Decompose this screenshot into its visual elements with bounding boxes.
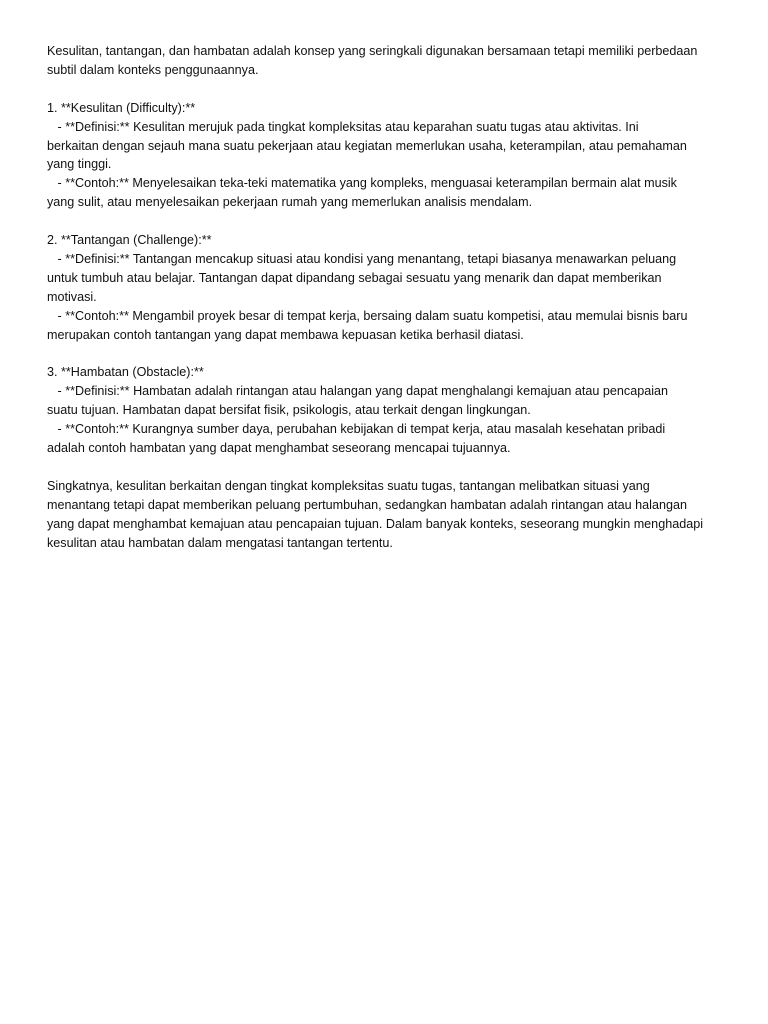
paragraph-gap bbox=[47, 458, 725, 477]
summary-line: Singkatnya, kesulitan berkaitan dengan tingkat kompleksitas suatu tugas, tantangan melibatkan situasi yang bbox=[47, 478, 650, 493]
definition-line: untuk tumbuh atau belajar. Tantangan dapat dipandang sebagai sesuatu yang menarik dan dapat memberikan bbox=[47, 270, 662, 285]
section-challenge bbox=[47, 231, 725, 344]
definition-line: berkaitan dengan sejauh mana suatu pekerjaan atau kegiatan memerlukan usaha, keterampilan, atau pemahaman bbox=[47, 138, 687, 153]
example-line: adalah contoh hambatan yang dapat menghambat seseorang mencapai tujuannya. bbox=[47, 440, 511, 455]
summary-paragraph bbox=[47, 477, 725, 553]
definition-line: - **Definisi:** Tantangan mencakup situasi atau kondisi yang menantang, tetapi biasanya menawarkan peluang bbox=[47, 251, 677, 266]
definition-line: - **Definisi:** Kesulitan merujuk pada tingkat kompleksitas atau keparahan suatu tugas atau aktivitas. Ini bbox=[47, 119, 639, 134]
summary-line: kesulitan atau hambatan dalam mengatasi tantangan tertentu. bbox=[47, 535, 393, 550]
section-heading: 3. **Hambatan (Obstacle):** bbox=[47, 365, 204, 380]
document-page bbox=[47, 42, 725, 552]
intro-line: subtil dalam konteks penggunaannya. bbox=[47, 62, 259, 77]
example-line: - **Contoh:** Menyelesaikan teka-teki matematika yang kompleks, menguasai keterampilan bermain alat musik bbox=[47, 176, 677, 191]
summary-line: menantang tetapi dapat memberikan peluang pertumbuhan, sedangkan hambatan adalah rintangan atau halangan bbox=[47, 497, 687, 512]
example-line: - **Contoh:** Kurangnya sumber daya, perubahan kebijakan di tempat kerja, atau masalah kesehatan pribadi bbox=[47, 422, 666, 437]
section-heading: 1. **Kesulitan (Difficulty):** bbox=[47, 100, 196, 115]
definition-line: yang tinggi. bbox=[47, 157, 112, 172]
paragraph-gap bbox=[47, 80, 725, 99]
example-line: - **Contoh:** Mengambil proyek besar di tempat kerja, bersaing dalam suatu kompetisi, atau memulai bisnis baru bbox=[47, 308, 688, 323]
example-line: merupakan contoh tantangan yang dapat membawa kepuasan ketika berhasil diatasi. bbox=[47, 327, 524, 342]
section-heading: 2. **Tantangan (Challenge):** bbox=[47, 233, 212, 248]
definition-line: - **Definisi:** Hambatan adalah rintangan atau halangan yang dapat menghalangi kemajuan atau pencapaian bbox=[47, 384, 669, 399]
example-line: yang sulit, atau menyelesaikan pekerjaan rumah yang memerlukan analisis mendalam. bbox=[47, 195, 533, 210]
definition-line: suatu tujuan. Hambatan dapat bersifat fisik, psikologis, atau terkait dengan lingkungan. bbox=[47, 403, 531, 418]
intro-paragraph bbox=[47, 42, 725, 80]
paragraph-gap bbox=[47, 212, 725, 231]
definition-line: motivasi. bbox=[47, 289, 97, 304]
section-obstacle bbox=[47, 363, 725, 458]
paragraph-gap bbox=[47, 344, 725, 363]
summary-line: yang dapat menghambat kemajuan atau pencapaian tujuan. Dalam banyak konteks, seseorang mungkin menghadapi bbox=[47, 516, 704, 531]
intro-line: Kesulitan, tantangan, dan hambatan adalah konsep yang seringkali digunakan bersamaan tetapi memiliki perbedaan bbox=[47, 44, 698, 58]
section-difficulty bbox=[47, 99, 725, 212]
